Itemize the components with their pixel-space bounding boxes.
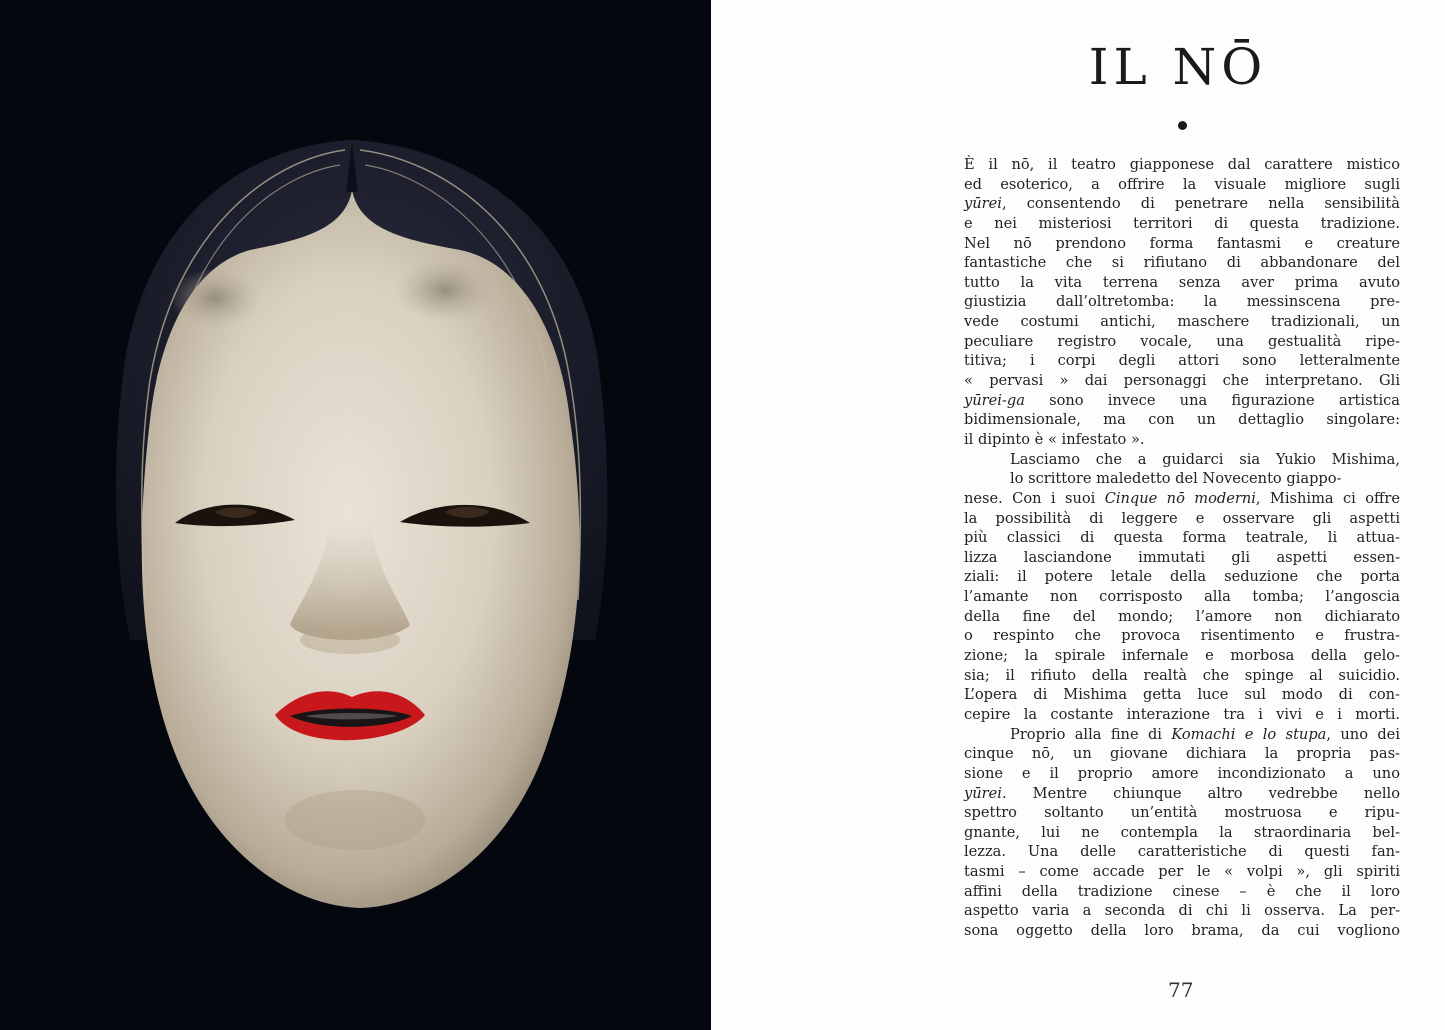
text-line [964, 666, 1400, 686]
text-segment: lezza. Una delle caratteristiche di questi fan- [964, 843, 1400, 861]
text-line [964, 391, 1400, 411]
text-segment: o respinto che provoca risentimento e frustra- [964, 627, 1400, 645]
text-segment: aspetto varia a seconda di chi li osserva. La per- [964, 902, 1400, 920]
text-line [964, 253, 1400, 273]
text-line [964, 371, 1400, 391]
text-segment: peculiare registro vocale, una gestualità ripe- [964, 332, 1400, 350]
text-page [711, 0, 1445, 1030]
text-line [964, 607, 1400, 627]
text-segment: lizza lasciandone immutati gli aspetti essen- [964, 548, 1400, 566]
text-line [964, 823, 1400, 843]
text-line [964, 705, 1400, 725]
text-segment: È il nō, il teatro giapponese dal carattere mistico [964, 156, 1400, 173]
page-number: 77 [1168, 978, 1194, 1002]
text-line [964, 273, 1400, 293]
text-line [964, 351, 1400, 371]
text-line [964, 587, 1400, 607]
text-line [964, 882, 1400, 902]
text-segment: vede costumi antichi, maschere tradizionali, un [964, 313, 1400, 331]
text-line [964, 509, 1400, 529]
text-line [964, 744, 1400, 764]
text-line [964, 626, 1400, 646]
text-segment: Proprio alla fine di [1010, 725, 1172, 743]
text-line [964, 489, 1400, 509]
text-segment: lo scrittore maledetto del Novecento giappo- [1010, 470, 1342, 488]
text-segment: cepire la costante interazione tra i vivi e i morti. [964, 705, 1400, 723]
chapter-title: IL NŌ [1088, 38, 1268, 96]
text-segment: tutto la vita terrena senza aver prima avuto [964, 273, 1400, 291]
text-segment: della fine del mondo; l’amore non dichiarato [964, 607, 1400, 625]
text-segment: Lasciamo che a guidarci sia Yukio Mishima, [1010, 450, 1400, 468]
title-ornament-dot [1178, 121, 1187, 130]
text-segment: cinque nō, un giovane dichiara la propria pas- [964, 745, 1400, 763]
italic-term: yūrei-ga [964, 391, 1025, 409]
text-line [964, 469, 1400, 489]
text-line [964, 194, 1400, 214]
text-segment: L’opera di Mishima getta luce sul modo di con- [964, 686, 1400, 704]
text-segment: Nel nō prendono forma fantasmi e creature [964, 234, 1400, 252]
italic-term: yūrei [964, 195, 1002, 213]
text-line [964, 685, 1400, 705]
text-segment: nese. Con i suoi [964, 489, 1105, 507]
text-line [964, 292, 1400, 312]
text-line [964, 155, 1400, 175]
text-segment: sono invece una figurazione artistica [1024, 391, 1400, 409]
text-segment: zione; la spirale infernale e morbosa della gelo- [964, 647, 1400, 665]
text-segment: il dipinto è « infestato ». [964, 430, 1145, 448]
text-segment: più classici di questa forma teatrale, li attua- [964, 529, 1400, 547]
text-segment: ed esoterico, a offrire la visuale migliore sugli [964, 175, 1400, 193]
text-line [964, 784, 1400, 804]
text-line [964, 332, 1400, 352]
italic-term: Cinque nō moderni [1104, 489, 1256, 507]
text-segment: la possibilità di leggere e osservare gli aspetti [964, 509, 1400, 527]
body-text [964, 155, 1400, 941]
text-segment: bidimensionale, ma con un dettaglio singolare: [964, 411, 1400, 429]
text-line [964, 842, 1400, 862]
text-line [964, 430, 1400, 450]
text-line [964, 901, 1400, 921]
italic-term: Komachi e lo stupa [1171, 725, 1327, 743]
text-segment: . Mentre chiunque altro vedrebbe nello [1001, 784, 1400, 802]
text-line [964, 646, 1400, 666]
text-segment: fantastiche che si rifiutano di abbandonare del [964, 254, 1400, 272]
text-line [964, 567, 1400, 587]
text-line [964, 803, 1400, 823]
text-segment: titiva; i corpi degli attori sono letteralmente [964, 352, 1400, 370]
italic-term: yūrei [964, 784, 1002, 802]
text-segment: « pervasi » dai personaggi che interpretano. Gli [964, 372, 1400, 390]
text-line [964, 214, 1400, 234]
text-line [964, 175, 1400, 195]
text-line [964, 450, 1400, 470]
text-line [964, 548, 1400, 568]
text-segment: ziali: il potere letale della seduzione che porta [964, 568, 1400, 586]
text-line [964, 410, 1400, 430]
text-line [964, 528, 1400, 548]
text-segment: spettro soltanto un’entità mostruosa e ripu- [964, 804, 1400, 822]
text-segment: sia; il rifiuto della realtà che spinge al suicidio. [964, 666, 1400, 684]
text-segment: , consentendo di penetrare nella sensibilità [1001, 195, 1400, 213]
text-line [964, 764, 1400, 784]
text-segment: affini della tradizione cinese – è che il loro [964, 882, 1400, 900]
text-segment: gnante, lui ne contempla la straordinaria bel- [964, 823, 1400, 841]
text-segment: sona oggetto della loro brama, da cui vogliono [964, 921, 1400, 939]
text-line [964, 234, 1400, 254]
text-line [964, 725, 1400, 745]
text-segment: , Mishima ci offre [1255, 489, 1400, 507]
noh-mask-photo [0, 0, 711, 1030]
text-segment: e nei misteriosi territori di questa tradizione. [964, 214, 1400, 232]
text-segment: giustizia dall’oltretomba: la messinscena pre- [964, 293, 1400, 311]
text-line [964, 921, 1400, 941]
text-segment: tasmi – come accade per le « volpi », gli spiriti [964, 863, 1400, 881]
text-segment: , uno dei [1326, 725, 1400, 743]
text-segment: sione e il proprio amore incondizionato a uno [964, 764, 1400, 782]
photo-page [0, 0, 711, 1030]
text-line [964, 862, 1400, 882]
text-segment: l’amante non corrisposto alla tomba; l’angoscia [964, 588, 1400, 606]
text-line [964, 312, 1400, 332]
